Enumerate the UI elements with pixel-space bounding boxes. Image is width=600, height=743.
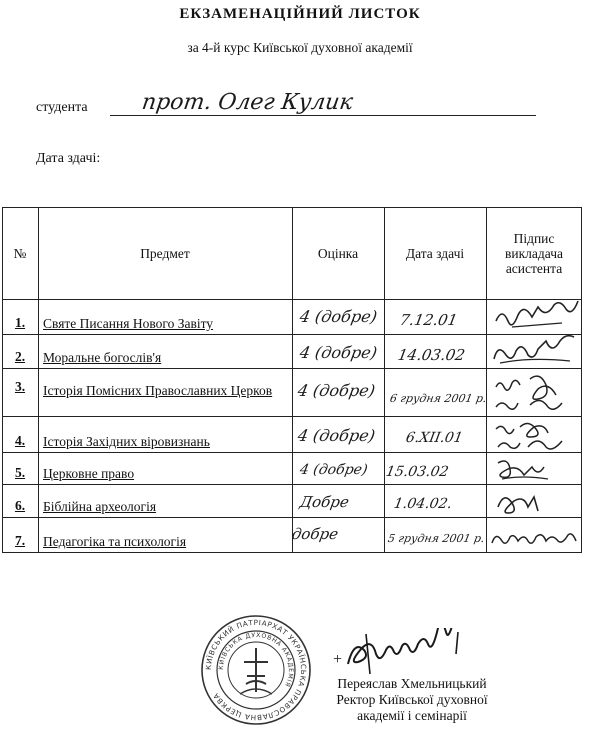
teacher-signature-3	[490, 369, 580, 415]
seal-outer-text: КИЇВСЬКИЙ ПАТРІАРХАТ УКРАЇНСЬКА ПРАВОСЛАВНА ЦЕРКВА	[203, 617, 309, 723]
header-date: Дата здачі	[405, 245, 465, 261]
header-signature: Підпис викладача асистента	[505, 230, 563, 276]
row-subject	[38, 299, 292, 334]
header-subject: Предмет	[140, 245, 190, 261]
row-subject	[38, 368, 292, 416]
row-subject	[38, 452, 292, 484]
row-subject	[38, 517, 292, 552]
student-name-handwritten: прот. Олег Кулик	[140, 90, 355, 115]
row-grade: 4 (добре)	[298, 462, 369, 478]
row-num: 3.	[14, 379, 26, 394]
row-date: 6.XII.01	[404, 430, 465, 446]
row-grade: добре	[290, 525, 340, 543]
row-subject-text: Біблійна археологія	[43, 499, 157, 514]
row-grade: Добре	[298, 493, 351, 511]
exam-table	[2, 207, 582, 553]
rector-info	[297, 676, 527, 724]
rector-line-3: академії і семінарії	[357, 708, 467, 723]
row-subject	[38, 416, 292, 452]
date-label: Дата здачі:	[36, 151, 101, 166]
rector-signature	[340, 628, 480, 676]
row-date: 14.03.02	[396, 346, 467, 364]
row-grade: 4 (добре)	[298, 307, 379, 326]
row-date: 15.03.02	[384, 464, 450, 480]
row-subject-text: Церковне право	[43, 466, 135, 481]
student-underline	[110, 115, 536, 116]
rector-line-2: Ректор Київської духовної	[336, 692, 488, 707]
table-rule	[581, 207, 582, 553]
seal-inner-text: КИЇВСЬКА ДУХОВНА АКАДЕМІЯ	[217, 631, 295, 689]
rector-cross-mark: +	[333, 651, 343, 668]
row-num: 7.	[14, 533, 26, 548]
teacher-signature-2	[490, 335, 580, 369]
row-num: 1.	[14, 315, 26, 330]
row-date: 6 грудня 2001 р.	[388, 392, 488, 405]
row-num: 5.	[14, 465, 26, 480]
header-num: №	[13, 245, 27, 261]
row-subject-text: Історія Західних віровизнань	[43, 434, 210, 449]
row-grade: 4 (добре)	[298, 343, 379, 362]
row-subject	[38, 484, 292, 517]
teacher-signature-5	[492, 453, 580, 485]
page-subtitle: за 4-й курс Київської духовної академії	[187, 40, 413, 55]
row-subject-text: Педагогіка та психологія	[43, 534, 187, 549]
teacher-signature-6	[492, 487, 562, 517]
rector-line-1: Переяслав Хмельницький	[337, 676, 487, 691]
row-subject-text: Моральне богослів'я	[43, 350, 162, 365]
teacher-signature-7	[488, 525, 580, 551]
row-grade: 4 (добре)	[296, 381, 377, 400]
row-num: 2.	[14, 349, 26, 364]
teacher-signature-4	[490, 417, 580, 453]
row-subject	[38, 334, 292, 368]
row-date: 7.12.01	[398, 311, 459, 329]
row-subject-text: Історія Помісних Православних Церков	[43, 382, 273, 398]
student-label: студента	[36, 100, 88, 115]
row-grade: 4 (добре)	[296, 426, 377, 445]
academy-seal-stamp	[200, 614, 312, 726]
row-subject-text: Святе Писання Нового Завіту	[43, 316, 214, 331]
row-date: 5 грудня 2001 р.	[386, 532, 486, 545]
teacher-signature-1	[492, 301, 580, 333]
row-num: 4.	[14, 433, 26, 448]
page-title: ЕКЗАМЕНАЦІЙНИЙ ЛИСТОК	[179, 6, 421, 22]
table-rule	[486, 207, 487, 553]
row-num: 6.	[14, 498, 26, 513]
student-row	[36, 90, 556, 124]
row-date: 1.04.02.	[392, 496, 454, 512]
header-grade: Оцінка	[317, 245, 359, 261]
